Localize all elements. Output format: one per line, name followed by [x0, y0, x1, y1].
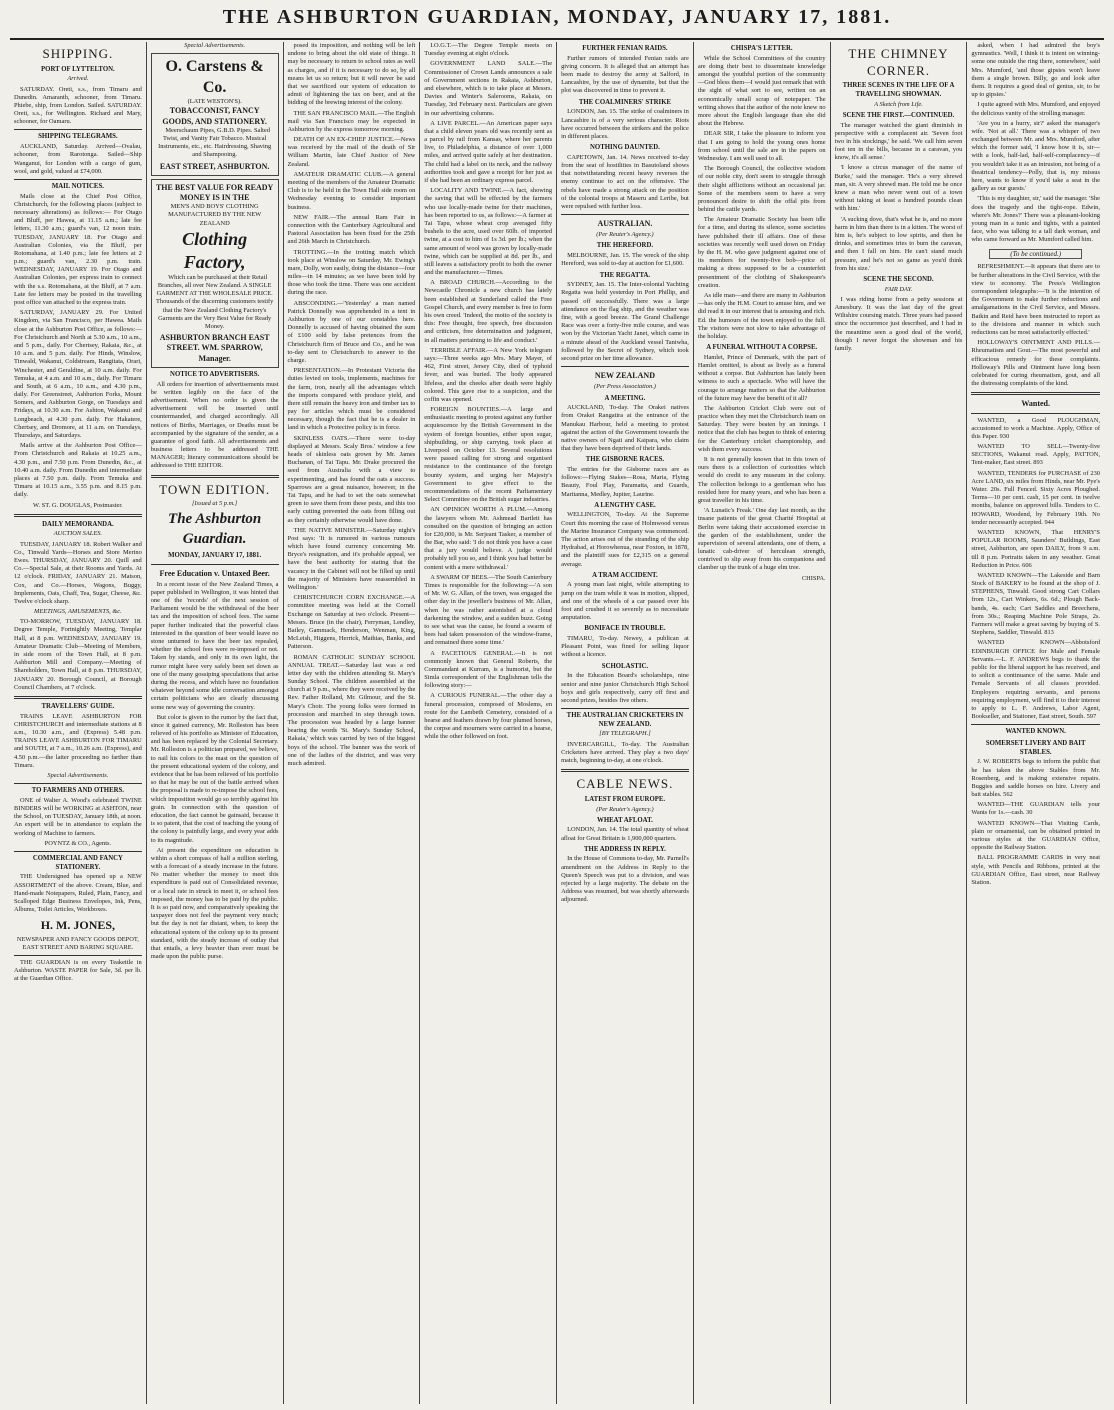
wanted-ad: BALL PROGRAMME CARDS in very neat style, with Pencils and Ribbons, printed at the GUARDIAN Office, East street, near Railway Station. [971, 854, 1100, 886]
issue-date: MONDAY, JANUARY 17, 1881. [168, 551, 262, 559]
lengthy-text: WELLINGTON, To-day. At the Supreme Court this morning the case of Holmwood versus the Marine Insurance Company was commenced. The action arises out of the stranding of the ship Hydrabad, at Horowhenua, near Foxton, in 1878, and the plaintiff sues for £2,315 on a general average. [561, 511, 689, 568]
carstens-address: EAST STREET, ASHBURTON. [159, 161, 270, 171]
town-edition: TOWN EDITION. [159, 481, 271, 497]
news-item: TROTTING.—In the trotting match which took place at Winslow on Saturday, Mr. Ewing's mare, Dolly, won easily, doing the distance—four miles—in 14 minutes; as we have been told by those who took the time. There was one accident during the race. [287, 248, 416, 297]
boniface-text: TIMARU, To-day. Newey, a publican at Pleasant Point, was fined for selling liquor without a licence. [561, 635, 689, 659]
divider [14, 179, 142, 180]
somerset-heading: SOMERSET LIVERY AND BAIT STABLES. [985, 739, 1086, 756]
scene-second-heading: SCENE THE SECOND. [863, 275, 934, 283]
news-item: AMATEUR DRAMATIC CLUB.—A general meeting of the members of the Amateur Dramatic Club is to be held in the Town Hall side room on Wednesday evening to consider important business. [287, 170, 416, 211]
auction-heading: AUCTION SALES. [53, 530, 103, 538]
divider [14, 851, 142, 852]
chispa-text: DEAR SIR, I take the pleasure to inform you that I am going to hold the young ones home from school until the sale are in the papers on Wednesday. I am well used to all. [697, 130, 826, 162]
news-item: A CURIOUS FUNERAL.—The other day a funeral procession, composed of Moslems, en route for the Lambeth Cemetery, consisted of a hearse and feathers drawn by four plumed horses, the corpse and mourners were carried in a hearse, while the other followed on foot. [424, 692, 553, 741]
regatta-heading: THE REGATTA. [599, 271, 651, 279]
scholastic-heading: SCHOLASTIC. [601, 662, 649, 670]
column-4 [420, 42, 557, 1404]
mail-text-3: Mails arrive at the Ashburton Post Office— From Christchurch and Rakaia at 10.25 a.m., 4.30 p.m., and 7.50 p.m. From Dunedin, &c., at 10.40 a.m. daily. From Dunedin and intermediate places at 7.50 p.m. daily. From Temuka and Timaru at 10.15 a.m., 3.55 p.m. and 8.15 p.m. daily. [14, 442, 142, 499]
column-6 [694, 42, 831, 1404]
lengthy-heading: A LENGTHY CASE. [594, 501, 656, 509]
divider [14, 514, 142, 517]
cable-heading: CABLE NEWS. [576, 776, 674, 792]
chispa-text: While the School Committees of the country are doing their best to disseminate knowledge amongst the youthful portion of the community—God bless them—I would just remark that with the sight of what sort to see, written on an economically small scrap of notepaper. The writing shows that the author of the note knew no more about the English language than she did about the Hebrew. [697, 54, 826, 128]
nz-heading: NEW ZEALAND [594, 371, 655, 381]
sketch-subheading: A Sketch from Life. [874, 100, 923, 108]
scene-first-heading: SCENE THE FIRST.—CONTINUED. [842, 111, 955, 119]
divider [971, 724, 1100, 725]
chispa-text: It is not generally known that in this town of ours there is a collection of curiosities which would do credit to any museum in the colony. The collection belongs to a gentleman who has resided here for many years, and who has been a great traveller in his time. [697, 456, 826, 504]
wheat-heading: WHEAT AFLOAT. [597, 816, 653, 824]
masthead: THE ASHBURTON GUARDIAN, MONDAY, JANUARY 17, 1881. [222, 6, 892, 28]
news-item: PRESENTATION.—In Protestant Victoria the duties levied on tools, implements, machines for the farm, iron, nearly all the advantages which the imports compared with produce yield, and there still remain the heavy iron and timber tax to pay for articles which must be considered necessary, though the fact that he is a dealer in land in which a Protective policy is in force. [287, 367, 416, 432]
port-heading: PORT OF LYTTELTON. [41, 65, 115, 73]
divider [561, 708, 689, 709]
wanted-ad: WANTED, TENDERS for PURCHASE of 230 Acre LAND, six miles from Hinds, near Mr. Pye's Water. 20s. Full Fenced. Sixty Acres Ploughed. Terms—10 per cent. cash, 15 per cent. in twelve months, balance on approved bills. Tenders to C. HOWARD, Woodend, by February 19th. No tender necessarily accepted. 944 [971, 469, 1100, 526]
story-text: The manager watched the giant diminish in perspective with a complacent air. 'Seven foot two in his stockings,' he said. 'We call him seven foot ten in the bills, because in a caravan, you know, it's all sense.' [834, 121, 963, 162]
news-item: A LIVE PARCEL.—An American paper says that a child eleven years old was recently sent as a parcel by rail from Kansas, where her parents live, to Philadelphia, a distance of over 1,000 miles, and arrived quite safely at her destination. The child had a label on its neck, and the railway authorities took and gave a receipt for her just as if she had been an ordinary express parcel. [424, 119, 553, 184]
address-text: In the House of Commons to-day, Mr. Parnell's amendment on the Address in Reply to the Queen's Speech was put to a division, and was rejected by a large majority. The debate on the Address was resumed, but was shortly afterwards adjourned. [561, 855, 689, 904]
editorial-text-3: At present the expenditure on education is within a short compass of half a million sterling, with a forecast of a steady increase in the future. No matter whether the money to meet this expenditure is paid out of Consolidated revenue, or a local rate in struck to meet it, or school fees imposed, the money has to be paid by the public. It is so paid now, and comparatively speaking the taxpayer does not feel the payment very much; but the day is not far distant, when, to keep the educational system of the colony up to its present standard, with the steady increase of outlay that that entails, a levy heavier than ever must be made upon the public purse. [150, 846, 279, 961]
news-item: ABSCONDING.—'Yesterday' a man named Patrick Donnelly was apprehended in a tent in Ashburton by one of our constables here. Donnelly is accused of having obtained the sum of £100 sold by false pretences from the Christchurch firm of Bruce and Co., and he was to-day sent to Christchurch to answer to the charge. [287, 299, 416, 364]
meetings-text: TO-MORROW, TUESDAY, JANUARY 18. Degree Temple, Fortnightly Meeting, Templar Hall, at 8 p.m. WEDNESDAY, JANUARY 19. Amateur Dramatic Club—Meeting of Members, in side room of the Town Hall, at 8 p.m. Ashburton Mill and Company.—Meeting of Shareholders, Town Hall, at 8 p.m. THURSDAY, JANUARY 20. Borough Council, at Borough Council Chambers, at 7 o'clock. [14, 618, 142, 691]
gisborne-heading: THE GISBORNE RACES. [585, 456, 665, 464]
wanted-ad: WANTED TO SELL—Twenty-five SECTIONS, Wakanui road. Apply, PATTON, Tent-maker, East street. 893 [971, 443, 1100, 467]
funeral-heading: A FUNERAL WITHOUT A CORPSE. [706, 344, 818, 352]
arrived-heading: Arrived. [67, 75, 89, 83]
telegrams-text: AUCKLAND, Saturday. Arrived—Ovalau, schooner, from Rarotonga. Sailed—Ship Wanganui, for London with a cargo of gum, wool, and gold, valued at £74,000. [14, 143, 142, 175]
editorial-text-2: But color is given to the rumor by the fact that, since it gained currency, Mr. Rolleston has been relieved of his portfolio as Minister of Education, and has been replaced by the Colonial Secretary. Mr. Rolleston is a politician prepared, we believe, to nail his colors to the mast on the question of the present educational system of the colony, and evidence that he has been relieved of his portfolio so that he may be out of the battle arrived when the proposal is made to re-impose the school fees, which imposition would go so terribly against his grain. In connection with the question of education, the fact cannot be gainsaid, because it is so patent, that the cost of teaching the young of the colony is painfully large, and every year adds to its magnitude. [150, 713, 279, 844]
story-text: 'I know a circus manager of the name of Burke,' said the manager. 'He's a very shrewd man, sir. A very shrewd man. He told me he once knew a man who never went out of a town without taking at least a hundred pounds clean with him.' [834, 164, 963, 213]
memoranda-heading: DAILY MEMORANDA. [42, 520, 114, 528]
carstens-name: O. Carstens & Co. [165, 58, 264, 96]
divider [14, 955, 142, 956]
fenian-text: Further rumors of intended Fenian raids are giving concern. It is alleged that an attempt has been made to destroy the army at Salford, in Lancashire, by the use of dynamite, but that the plot was discovered in time to prevent it. [561, 54, 689, 95]
news-item: NEW FAIR.—The annual Ram Fair in connection with the Canterbury Agricultural and Pastoral Association has been fixed for the 25th and 26th March in Christchurch. [287, 213, 416, 246]
auction-text: TUESDAY, JANUARY 18. Robert Walker and Co., Tinwald Yards—Horses and Store Merino Ewes. THURSDAY, JANUARY 20. Quill and Co.—Special Sale, at their Rooms and Yards. At 12 o'clock. FRIDAY, JANUARY 21. Matson, Cox, and Co.—Horses, Wagons, Buggy, Implements, Oats, Chaff, Tea, Sugar, Cheese, &c. Twelve o'clock sharp. [14, 540, 142, 605]
news-item: DEATH OF AN EX-CHIEF JUSTICE.—News was received by the mail of the death of Sir William Martin, late Chief Justice of New Zealand. [287, 136, 416, 168]
divider [14, 129, 142, 130]
news-item: THE SAN FRANCISCO MAIL.—The English mail via San Francisco may be expected in Ashburton by the express tomorrow morning. [287, 109, 416, 133]
press-note: (Per Press Association.) [593, 383, 656, 391]
chispa-signature: CHISPA. [801, 574, 826, 582]
news-item: TERRIBLE AFFAIR.—A New York telegram says:—Three weeks ago Mrs. Mary Mayer, of 462, First street, Jersey City, died of typhoid fever, and was buried. The body appeared lifeless, and the cheeks after death were highly colored. This gave rise to a suspicion, and the coffin was opened. [424, 346, 553, 403]
story-cont: 'Are you in a hurry, sir?' asked the manager's wife. 'Not at all.' There was a whisper of two exchanged between Mr. and Mrs. Mumford, after which the former said, 'I know how it is, sir—with a look, half-lad, half-self-complacency—if you wouldn't take it as an intrusion, not being of a theatrical tendency—Polly, that is, my missus here, wants to know if you'd take a seat in the gallery as our guests.' [971, 119, 1100, 193]
column-7 [831, 42, 968, 1404]
mail-text: Mails close at the Chief Post Office, Christchurch, for the following places (subject to necessary alterations) as follows:— For Otago and Bluff, per Hawea, at 11.15 a.m.; late fee letters, 11.30 a.m.; guard's van, 12 noon train. TUESDAY, JANUARY 18. For Otago and Australian Colonies, via the Bluff, per Rotomahana, at 1.40 p.m.; late fee letters at 2 p.m.; guard's van, 2.30 p.m. train. WEDNESDAY, JANUARY 19. For Otago and Australian Colonies, per express train to connect with the s.s. Rotomahana, at the Bluff, at 7 a.m. Late fee letters may be posted in the travelling post office van attached to the express train. [14, 192, 142, 306]
carstens-ad [151, 53, 279, 176]
clothing-best-value: THE BEST VALUE FOR READY MONEY IS IN THE [155, 182, 274, 202]
news-item: A BROAD CHURCH.—According to the Newcastle Chronicle a new church has lately been established at Sunderland called the Free Gospel Church, and every member is free to form his own creed. 'Indeed, the motto of the society is this: Free thought, free speech, free discussion and criticism, free determination and judgment, in all matters pertaining to life and conduct.' [424, 279, 553, 344]
news-item: GOVERNMENT LAND SALE.—The Commissioner of Crown Lands announces a sale of Government sections in Rakaia, Ashburton, and elsewhere, which is to take place at Messrs. Davies and Winter's Salerooms, Rakaia, on Tuesday, 3rd February next. Particulars are given in our advertising columns. [424, 60, 553, 117]
shipping-heading: SHIPPING. [42, 46, 114, 61]
strike-text: LONDON, Jan. 15. The strike of coalminers in Lancashire is of a very serious character. Riots have occurred between the strikers and the police in different places. [561, 108, 689, 140]
chispa-heading: CHISPA'S LETTER. [730, 45, 793, 52]
cricketers-text: INVERCARGILL, To-day. The Australian Cricketers have arrived. They play a two days' match, beginning to-day, at one o'clock. [561, 740, 689, 765]
wanted-heading: Wanted. [1021, 399, 1050, 409]
column-5 [557, 42, 694, 1404]
notice-heading: NOTICE TO ADVERTISERS. [170, 370, 260, 378]
story-text: I was riding home from a petty sessions at Amesbury. It was the last day of the great Wiltshire coursing match. Three years had passed since the occurrence just described, and I had in the meantime seen a good deal of the world, though I never forgot the showman and his family. [834, 295, 963, 352]
chispa-text: The Ashburton Cricket Club were out of practice when they met the Christchurch team on Saturday. They were beaten by an innings. I notice that the club has begun to think of entering for the Canterbury cricket championship, and wish them every success. [697, 404, 826, 453]
news-item: AN OPINION WORTH A PLUM.—Among the lawyers whom Mr. Ashmead Bartlett has consulted on the question of bringing an action for £20,000, is Mr. Serjeant Tasker, a member of the Bar, who said: 'I do not think you have a case that a jury would believe. A judge would probably tell you so, and I think you had better be content with a mere withdrawal.' [424, 506, 553, 571]
chispa-text: The Amateur Dramatic Society has been idle for a time, and during its silence, some societies have published their ill affairs. One of these societies was recently well used down on Friday by the H. M. who gave judgment against one of its members for twenty-five bob—price of making a dress supposed to be a counterfeit presentment of the clothing of Shakespeare's creation. [697, 216, 826, 289]
mail-heading: MAIL NOTICES. [51, 182, 104, 190]
clothing-branch: ASHBURTON BRANCH EAST STREET. WM. SPARROW, Manager. [159, 333, 270, 363]
postmaster-sig: W. ST. G. DOUGLAS, Postmaster. [33, 501, 123, 509]
issued-note: [Issued at 5 p.m.] [192, 500, 238, 508]
story-cont: asked, when I had admired the boy's gymnastics. 'Well, I think it is intent on winning-some one outside the ring there, somewhere,' said Mrs. Mumford, 'and those gipsies won't leave them a single brown. Billy, go and look after them. It requires a good deal of genius, sir, to be up to gipsies.' [971, 42, 1100, 99]
to-be-continued: (To be continued.) [989, 249, 1082, 260]
news-item: A SWARM OF BEES.—The South Canterbury Times is responsible for the following:—'A son of Mr. W. G. Allan, of the town, was engaged the other day in the jeweller's business of Mr. Allan, when he was rather astonished at a cloud darkening the window, and a sudden buzz. Going to see what was the cause, he found a swarm of bees had taken possession of the window-frame, and remained there some time.' [424, 573, 553, 647]
column-1 [10, 42, 147, 1404]
poyntz-sig: POYNTZ & CO., Agents. [44, 839, 112, 847]
news-item: THE NATIVE MINISTER.—Saturday night's Post says: 'It is rumored in various rumours which have found currency concerning Mr. Bryce's resignation, and it's probable appeal, we have the best authority for stating that the vacancy in the Cabinet will not be filled up until the majority of Ministers have reassembled in Wellington.' [287, 526, 416, 591]
divider [971, 392, 1100, 395]
jones-name: H. M. JONES, [40, 918, 116, 933]
divider [561, 214, 689, 215]
daunted-heading: NOTHING DAUNTED. [590, 144, 660, 152]
meeting-heading: A MEETING. [604, 394, 646, 402]
carstens-late: (LATE WESTON'S). [187, 98, 242, 106]
telegrams-heading: SHIPPING TELEGRAMS. [38, 133, 118, 141]
divider [14, 696, 142, 699]
paper-title: The Ashburton Guardian. [168, 511, 262, 547]
fair-day-heading: FAIR DAY. [884, 285, 913, 293]
farmers-ad-heading: TO FARMERS AND OTHERS. [31, 787, 125, 795]
cricketers-heading: THE AUSTRALIAN CRICKETERS IN NEW ZEALAND. [566, 712, 684, 728]
special-ads-heading: Special Advertisements. [184, 42, 246, 49]
australian-heading: AUSTRALIAN. [597, 219, 653, 229]
news-item: I.O.G.T.—The Degree Temple meets on Tuesday evening at eight o'clock. [424, 42, 553, 58]
mail-text-2: SATURDAY, JANUARY 29. For United Kingdom, via San Francisco, per Hawea. Mails close at the Ashburton Post Office, as follows:— For Christchurch and North at 5.30 a.m., 10 a.m., and 5 p.m., daily. For Chertsey, Rakaia, &c., at 10 a.m. and 5 p.m. daily. For Hinds, Winslow, Tinwald, Wakanui, Coldstream, Rangitata, Orari, Winchester, and Geraldine, at 10 a.m. daily. For Temuka, at 4 a.m. and 10 a.m., daily. For Timaru and South, at 6 a.m., 10 a.m., and 4.30 p.m., daily. For Greenstreet, Ashburton Forks, Mount Somers, and Ashburton Gorge, on Tuesdays and Fridays, at 10.30 a.m. For Ashton, Wakanui and Longbeach, at 4.30 p.m. daily. For Hakatere, Chertsey, and Dromore, at 11 a.m. on Tuesdays, Thursdays, and Saturdays. [14, 309, 142, 439]
carstens-text: Meerschaum Pipes, G.B.D. Pipes. Salted Twist, and Vanity Fair Tobacco. Musical Instruments, etc., etc. Hairdressing, Shaving and Shampooing. [158, 126, 272, 159]
wanted-ad: WANTED, a Good PLOUGHMAN, accustomed to work a Machine. Apply, Office of this Paper. 930 [971, 416, 1100, 440]
tram-text: A young man last night, while attempting to jump on the tram while it was in motion, slipped, and one of the wheels of a car passed over his foot and crushed it so severely as to necessitate amputation. [561, 581, 689, 622]
column-2 [147, 42, 284, 1404]
editorial-title: Free Education v. Untaxed Beer. [159, 568, 270, 578]
strike-heading: THE COALMINERS' STRIKE [578, 98, 672, 106]
divider [561, 366, 689, 367]
wanted-ad: J. W. ROBERTS begs to inform the public that he has taken the above Stables from Mr. Rosenberg, and is making extensive repairs. Buggies and saddle horses on hire. Livery and bait stables. 562 [971, 758, 1100, 799]
hereford-text: MELBOURNE, Jan. 15. The wreck of the ship Hereford, was sold to-day at auction for £1,600. [561, 252, 689, 268]
news-item: HOLLOWAY'S OINTMENT AND PILLS.—Rheumatism and Gout.—The most powerful and efficacious remedy for these complaints. Holloway's Pills and Ointment have long been celebrated for curing rheumatism, gout, and all the distressing complaints of the kind. [971, 339, 1100, 388]
reuter-note: (Per Reuter's Agency.) [596, 805, 654, 813]
editorial-text-1: In a recent issue of the New Zealand Times, a paper published in Wellington, it was hinted that one of the 'records' of the next session of Parliament would be the withdrawal of the beer tax and the imposition of school fees. The same paper further indicated that the powerful class interested in the question of beer would leave no stone unturned to have the beer tax repealed, whether the school fees were re-imposed or not. Taken by stands, and only in its own light, the rumor might have very safely been set down as one of the many gossiping speculations that arise during the recess, and which have no foundation whatever beyond some idle conversation amongst certain politicians who are clearly discussing some new way of governing the country. [150, 580, 279, 711]
news-item: CHRISTCHURCH CORN EXCHANGE.—A committee meeting was held at the Cornell Exchange on Saturday at two o'clock. Present—Messrs. Bruce (in the chair), Ferryman, Lendley, Bailey, Gammack, Henderson, Wenman, King, McLeish, Higgens, Herrick, Mathias, Banks, and Patterson. [287, 594, 416, 651]
address-heading: THE ADDRESS IN REPLY. [584, 845, 666, 853]
stationery-text: THE Undersigned has opened up a NEW ASSORTMENT of the above. Cream, Blue, and Hand-made Notepapers, Ruled, Plain, Fancy, and Scalloped Edge Business Envelopes, Ink, Pens, Albums, Toilet Articles, Workboxes. [14, 873, 142, 914]
news-item: ROMAN CATHOLIC SUNDAY SCHOOL ANNUAL TREAT.—Saturday last was a red letter day with the children attending St. Mary's Sunday School. The children assembled at the church at 9 p.m., where they were received by the Rev. Father Rolland, Mr. Gilmour, and the St. Mary's Choir. The young folks were formed in procession and marched in step through town. The procession was headed by a large banner bearing the words 'St. Mary's Sunday School, Rakaia,' which was carried by two of the biggest boys of the school. The banner was the work of one of the ladies of the district, and was very much admired. [287, 653, 416, 767]
wanted-ad: WANTED KNOWN—That Visiting Cards, plain or ornamental, can be obtained printed in various styles at the GUARDIAN Office, opposite the Railway Station. [971, 819, 1100, 852]
clothing-text: Which can be purchased at their Retail Branches, all over New Zealand. A SINGLE GARMENT AT THE WHOLESALE PRICE. Thousands of the discerning customers testify that the New Zealand Clothing Factory's Garments are the Very Best Value for Ready Money. [155, 273, 274, 330]
story-cont: I quite agreed with Mrs. Mumford, and enjoyed the delicious vanity of the strolling manager. [971, 101, 1100, 117]
divider [971, 413, 1100, 414]
wanted-ad: WANTED KNOWN—Abbotsford EDINBURGH OFFICE for Male and Female Servants.—L. F. ANDREWS begs to thank the public for the liberal support he has received, and to solicit a continuance of the same. Male and Female Servants of all classes provided. Employers requiring servants, and persons requiring employment, will find it to their interest to apply to L. F. Andrews, Labor Agent, Bookseller, and Stationer, East street, South. 597 [971, 639, 1100, 721]
gisborne-text: The entries for the Gisborne races are as follows:—Flying Stakes—Rosa, Maria, Flying Beauty, Foul Play, Paramatta, and Guards, Maritanna, Medley, Jupiter, Laurine. [561, 466, 689, 498]
telegraph-note: [BY TELEGRAPH.] [599, 730, 651, 738]
divider [151, 564, 279, 565]
daunted-text: CAPETOWN, Jan. 14. News received to-day from the seat of hostilities in Basutoland shows that notwithstanding recent heavy reverses the enemy continue to act on the offensive. The rebels have made a strong attack on the position of the colonial troops at Maseru and Leribe, but were repulsed with further loss. [561, 153, 689, 210]
meetings-heading: MEETINGS, AMUSEMENTS, &c. [34, 608, 122, 616]
boniface-heading: BONIFACE IN TROUBLE. [584, 625, 666, 633]
column-8 [967, 42, 1104, 1404]
wanted-ad: WANTED—THE GUARDIAN tells your Wants for 1s.—cash. 30 [971, 801, 1100, 817]
shipping-text: SATURDAY. Oreti, s.s., from Timaru and Dunedin. Amaranth, schooner, from Timaru. Phiebe, ship, from London. Sailed. SATURDAY. Oreti, s.s., for Wellington. Richard and Mary, schooner, for Oamaru. [14, 85, 142, 126]
wanted-known-heading: WANTED KNOWN. [1005, 728, 1066, 736]
chispa-text: The Borough Council, the collective wisdom of our noble city, don't seem to struggle through their slight afflictions without an occasional jar. Some of the members seem to have a very pronounced desire to shift the offal pits from behind the cattle yards. [697, 165, 826, 214]
chispa-text: As idle man—and there are many in Ashburton—has only the H.M. Court to amuse him, and we did read it in our interest that is amusing and rich. Ed. the humours of the town enjoyed to the full. The visitors were not slow to take advantage of the holiday. [697, 291, 826, 340]
funeral-text: Hamlet, Prince of Denmark, with the part of Hamlet omitted, is about as lively as a funeral without a corpse. But Ashburton has lately been witness to such a spectacle. Who will have the courage to arrange matters so that the Ashburton of the future may have the benefit of it all? [697, 353, 826, 402]
story-text: 'A sucking dove, that's what he is, and no more harm in him than there is in a kitten. The worst of him is, he's subject to low spirits, and then he drinks, and sometimes tries to burn the caravan, and then I fall on him. He can't stand much pressure, and he's not so game as you'd think from his size.' [834, 215, 963, 272]
news-item: REFRESHMENT.—It appears that there are to be further alterations in the Civil Service, with the view to economy. The Press's Wellington correspondent telegraphs:—'It is the intention of the Government to make further reductions and amalgamations in the Civil Service, and Messrs. Batkin and Reid have been instructed to report as to the divisions and manner in which such reductions can be most satisfactorily effected.' [971, 263, 1100, 336]
jones-address: NEWSPAPER AND FANCY GOODS DEPOT, EAST STREET AND BARING SQUARE. [16, 935, 139, 951]
scholastic-text: In the Education Board's scholarships, nine senior and nine junior Christchurch High School boys and girls respectively, carry off first and second prizes, besides five others. [561, 672, 689, 704]
chispa-text: 'A Lunatic's Freak.' One day last month, as the insane patients of the great Charité Hospital at Berlin were taking their accustomed exercise in the garden of the establishment, under the supervision of several attendants, one of them, a lunatic cab-driver of herculean strength, contrived to slip away from his companions and clamber up the trunk of a huge elm tree. [697, 507, 826, 572]
newspaper-page [10, 42, 1104, 1404]
clothing-factory: Clothing Factory, [182, 228, 248, 272]
column-3 [284, 42, 421, 1404]
wheat-text: LONDON, Jan. 14. The total quantity of wheat afloat for Great Britain is 1,900,000 quarters. [561, 826, 689, 842]
agency-note: (Per Reuter's Agency.) [596, 231, 654, 239]
travellers-heading: TRAVELLERS' GUIDE. [41, 702, 115, 710]
wanted-ad: WANTED KNOWN, That HENRY'S POPULAR ROOMS, Saunders' Buildings, East street, Ashburton, are open DAILY, from 9 a.m. till 8 p.m. Portraits taken in any weather. Great Reduction in Price. 606 [971, 528, 1100, 569]
news-item: LOCALITY AND TWINE.—A fact, showing the saving that will be effected by the farmers who use locally-made twine for their machines, has been reported to us, as follows:—A farmer at Tai Tapu, whose wheat crop averaged fifty bushels to the acre, used over 60lb. of imported twine, at a cost to him of 1s 3d. per lb.; when the same amount of wool was grown by locally-made twine, which can be supplied at 8d. per lb., and still leaves a satisfactory profit to both the owner and the manufacturer.—Times. [424, 187, 553, 277]
regatta-text: SYDNEY, Jan. 15. The Inter-colonial Yachting Regatta was held yesterday in Port Phillip, and passed off successfully. There was a large attendance on the flag ship, and the weather was fine, with a good breeze. The Grand Challenge Race was over a forty-five mile course, and was won by the Victorian Yacht Janet, which came in a minute ahead of the Auckland vessel Taniwha, followed by the Secret of Sydney, which took second prize on her time allowance. [561, 281, 689, 362]
stationery-heading: COMMERCIAL AND FANCY STATIONERY. [32, 854, 123, 871]
latest-heading: LATEST FROM EUROPE. [584, 795, 666, 803]
editorial-cont: posed its imposition, and nothing will be left undone to bring about the old state of things. It may be necessary to return to school rates as well as charges, and if it is necessary to do so, by all means let us so return; but it will never be said that we sacrificed our system of education to admit of lightening the tax on beer, and at the bidding of the brewing interest of the colony. [287, 42, 416, 107]
divider [14, 783, 142, 784]
waste-paper-ad: THE GUARDIAN is on every Teakettle in Ashburton. WASTE PAPER for Sale, 3d. per lb. at the Guardian Office. [14, 958, 142, 983]
tram-heading: A TRAM ACCIDENT. [592, 571, 658, 579]
carstens-trade: TOBACCONIST, FANCY GOODS, AND STATIONERY. [162, 106, 267, 126]
clothing-ad [151, 179, 279, 368]
divider [561, 769, 689, 772]
story-cont: 'This is my daughter, sir,' said the manager. 'She does the tragedy and the tight-rope. Edwin, where's Mr. Jones?' There was a pleasant-looking young man in a tunic and tights, with a painted face, who was talking to a tall dark woman, and who came forward as Mr. Mumford called him. [971, 195, 1100, 244]
hereford-heading: THE HEREFORD. [596, 242, 654, 250]
news-item: A FACETIOUS GENERAL.—It is not commonly known that General Roberts, the Commandant at Kurram, is a humorist, but the Simla correspondent of the Englishman tells the following story:— [424, 649, 553, 690]
travellers-text: TRAINS LEAVE ASHBURTON FOR CHRISTCHURCH and intermediate stations at 8 a.m., 10.30 a.m., and (Express) 5.48 p.m. TRAINS LEAVE ASHBURTON FOR TIMARU and SOUTH, at 7 a.m., 10.26 a.m. (Express), and 4.50 p.m.—the latter proceeding no farther than Timaru. [14, 712, 142, 769]
wanted-ad: WANTED KNOWN—The Lakeside and Barn Stock of BAKERY to be found at the shop of J. STEPHENS, Tinwald. Good strong Cart Collars from 12s., Cart Winkers, 6s. 6d.; Plough Back-bands, 4s. each; Cart Saddles and Breechens, from 30s.; Reaping Machine Pole Straps, 2s. Farmers will make a great saving by buying of S. Stephens, Saddler, Tinwald. 813 [971, 571, 1100, 637]
three-scenes-heading: THREE SCENES IN THE LIFE OF A TRAVELLING SHOWMAN. [842, 82, 955, 98]
news-item: FOREIGN BOUNTIES.—A large and enthusiastic meeting to protest against any further acquiescence by the British Government in the system of foreign bounties, either upon sugar, shipbuilding, or ship carrying, took place at Liverpool on October 13. Several resolutions were passed calling for strong and organised resistance to the continuance of the foreign bounty system, and urging her Majesty's Government to give effect to the recommendations of the recent Parliamentary Select Committee on the British sugar industries. [424, 406, 553, 504]
farmers-ad-text: ONE of Walter A. Wood's celebrated TWINE BINDERS will be WORKING at ASHTON, near the School, on TUESDAY, January 18th, at noon. An expert will be in attendance to explain the working of Machine to farmers. [14, 796, 142, 837]
meeting-text: AUCKLAND, To-day. The Orakei natives from Orakei Rangatira at the entrance of the Manukau Harbour, held a meeting to protest against the action of the Government towards the native owners of Ngati and Kaipara, who claim that they have been deprived of their lands. [561, 404, 689, 453]
notice-text: All orders for insertion of advertisements must be written legibly on the face of the advertisement. When no order is given the advertisement will be inserted until countermanded, and charged accordingly. All notices of Births, Marriages, or Deaths must be accompanied by the signature of the sender, as a guarantee of good faith. All advertisements and business letters to be addressed THE MANAGER; literary communications should be addressed to THE EDITOR. [150, 380, 279, 470]
news-item: SKINLESS OATS.—There were to-day displayed at Messrs. Scaly Bros.' window a few heads of skinless oats grown by Mr. James Buchanan, of Tai Tapu. Mr. Drake procured the seed from Australia with a view to experimenting, and has found the oats a success. Sparrows are a great nuisance, however, in the Tai Tapu, and he had to set the oats somewhat green to save them from these pests, and this too early cutting prevented the oats from filling out as they certainly otherwise would have done. [287, 434, 416, 524]
masthead-rule [10, 38, 1104, 40]
divider [151, 475, 279, 478]
clothing-mens: MEN'S AND BOYS' CLOTHING MANUFACTURED BY THE NEW ZEALAND [168, 203, 262, 227]
fenian-heading: FURTHER FENIAN RAIDS. [582, 45, 668, 52]
chimney-heading: THE CHIMNEY CORNER. [848, 46, 949, 78]
special-ads-heading: Special Advertisements. [47, 771, 109, 779]
